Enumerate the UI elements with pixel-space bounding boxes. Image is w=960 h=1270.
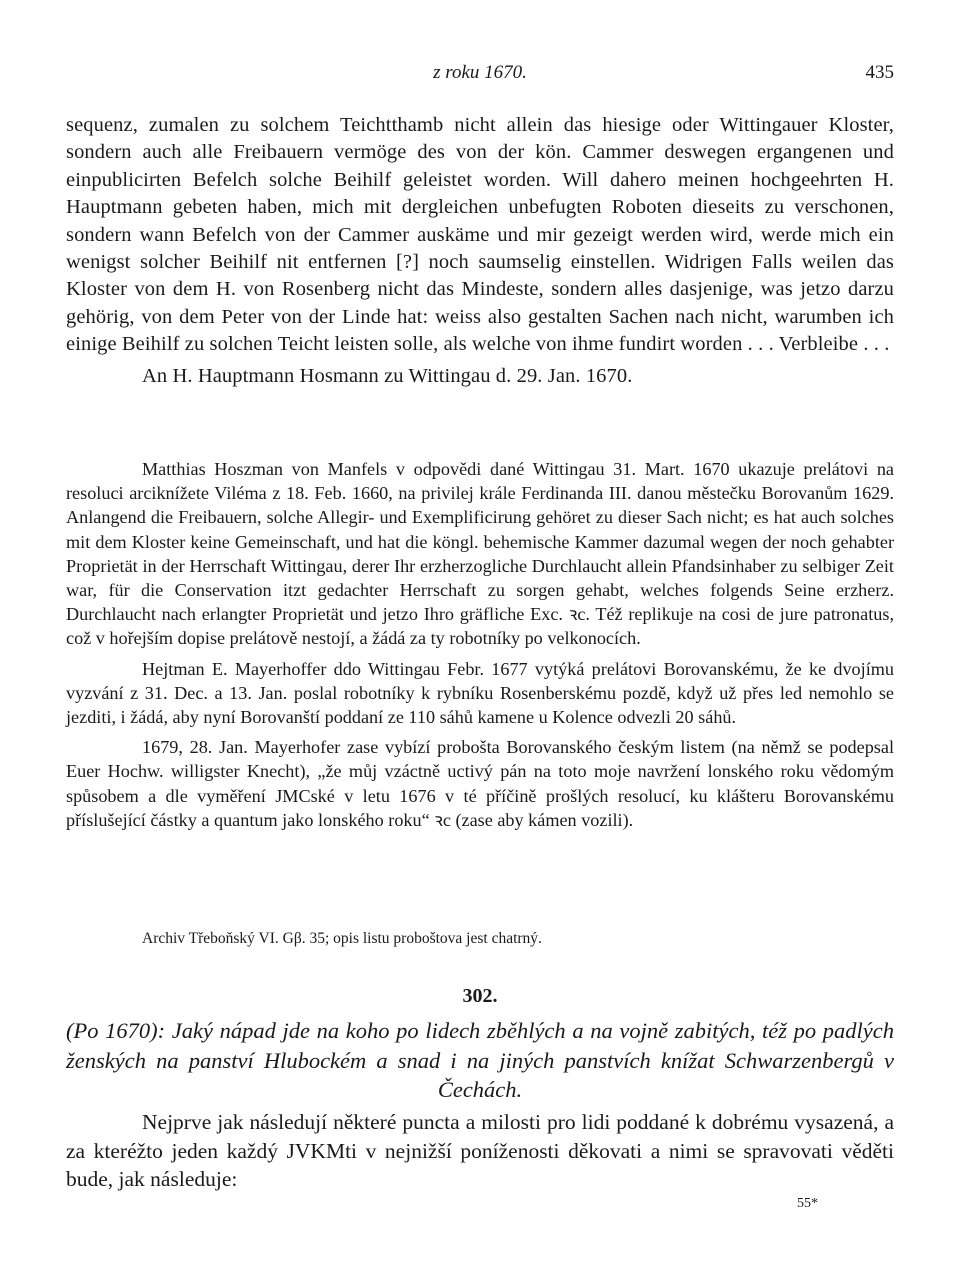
main-paragraph: sequenz, zumalen zu solchem Teichtthamb nicht allein das hiesige oder Wittingauer Kloster, sondern auch alle Freibauern vermöge des von der kön. Cammer deswegen ergangenen und einpublicirten Befelch solche Beihilf geleistet worden. Will dahero meinen hochgeehrten H. Hauptmann gebeten haben, mich mit dergleichen unbefugten Roboten dieseits zu verschonen, sondern wann Befelch von der Cammer auskäme und mir gezeigt werden wird, werde mich ein wenigst solcher Beihilf nit entfernen [?] noch saumselig einstellen. Widrigen Falls weilen das Kloster von dem H. von Rosenberg nicht das Mindeste, sondern alles dasjenige, was jetzo darzu gehörig, von dem Peter von der Linde hat: weiss also gestalten Sachen nach nicht, warumben ich einige Beihilf zu solchen Teicht leisten solle, als welche von ihme fundirt worden . . . Verbleibe . . .: [66, 114, 894, 356]
addressee-line: An H. Hauptmann Hosmann zu Wittingau d. 29. Jan. 1670.: [142, 364, 633, 387]
document-body: Nejprve jak následují některé puncta a milosti pro lidi poddané k dobrému vysazená, a za kteréžto jeden každý JVKMti v nejnižší poníženosti děkovati a nimi se spravovati věděti bude, jak následuje:: [66, 1110, 894, 1191]
archive-citation: Archiv Třeboňský VI. Gβ. 35; opis listu proboštova jest chatrný.: [142, 930, 542, 947]
document-heading: (Po 1670): Jaký nápad jde na koho po lidech zběhlých a na vojně zabitých, též po padlých ženských na panství Hlubockém a snad i na jiných panstvích knížat Schwarzenbergů v Čechách.: [66, 1018, 894, 1102]
note-paragraph: Hejtman E. Mayerhoffer ddo Wittingau Febr. 1677 vytýká prelátovi Borovanskému, že ke dvojímu vyzvání z 31. Dec. a 13. Jan. poslal robotníky k rybníku Rosenberskému pozdě, když už přes led nemohlo se jezditi, i žádá, aby nyní Borovanští poddaní ze 110 sáhů kamene u Kolence odvezli 20 sáhů.: [66, 658, 894, 728]
running-header: [66, 62, 894, 88]
page-number: 435: [865, 62, 894, 83]
signature-mark: 55*: [797, 1196, 818, 1211]
main-text: [66, 112, 894, 390]
note-paragraph: Matthias Hoszman von Manfels v odpovědi dané Wittingau 31. Mart. 1670 ukazuje prelátovi na resoluci arciknížete Viléma z 18. Feb. 1660, na privilej krále Ferdinanda III. danou městečku Borovanům 1629. Anlangend die Freibauern, solche Allegir- und Exemplificirung gehöret zu dieser Sach nicht; es hat auch solches mit dem Kloster keine Gemeinschaft, und hat die köngl. behemische Kammer dazumal wegen der noch gehabter Proprietät in der Herrschaft Wittingau, derer Ihr erzherzogliche Durchlaucht allein Pfandsinhaber zu selbiger Zeit war, für die Conservation itzt gedachter Herrschaft zu sorgen gehabt, welches folgends Seine erzherz. Durchlaucht nach erlangter Proprietät und jetzo Ihro gräfliche Exc. ꝛc. Též replikuje na cosi de jure patronatus, což v hořejším dopise prelátově nestojí, a žádá za ty robotníky po velkonocích.: [66, 459, 894, 649]
running-title: z roku 1670.: [433, 62, 527, 83]
note-paragraph: 1679, 28. Jan. Mayerhofer zase vybízí probošta Borovanského českým listem (na němž se podepsal Euer Hochw. willigster Knecht), „že můj vzáctně uctivý pán na toto moje navržení lonského roku vědomým spůsobem a dle vyměření JMCské v letu 1676 v té příčině prošlých resolucí, ku klášteru Borovanskému příslušející částky a quantum jako lonského roku“ ꝛc (zase aby kámen vozili).: [66, 737, 894, 830]
commentary-notes: [66, 457, 894, 838]
document-number: 302.: [462, 985, 498, 1007]
